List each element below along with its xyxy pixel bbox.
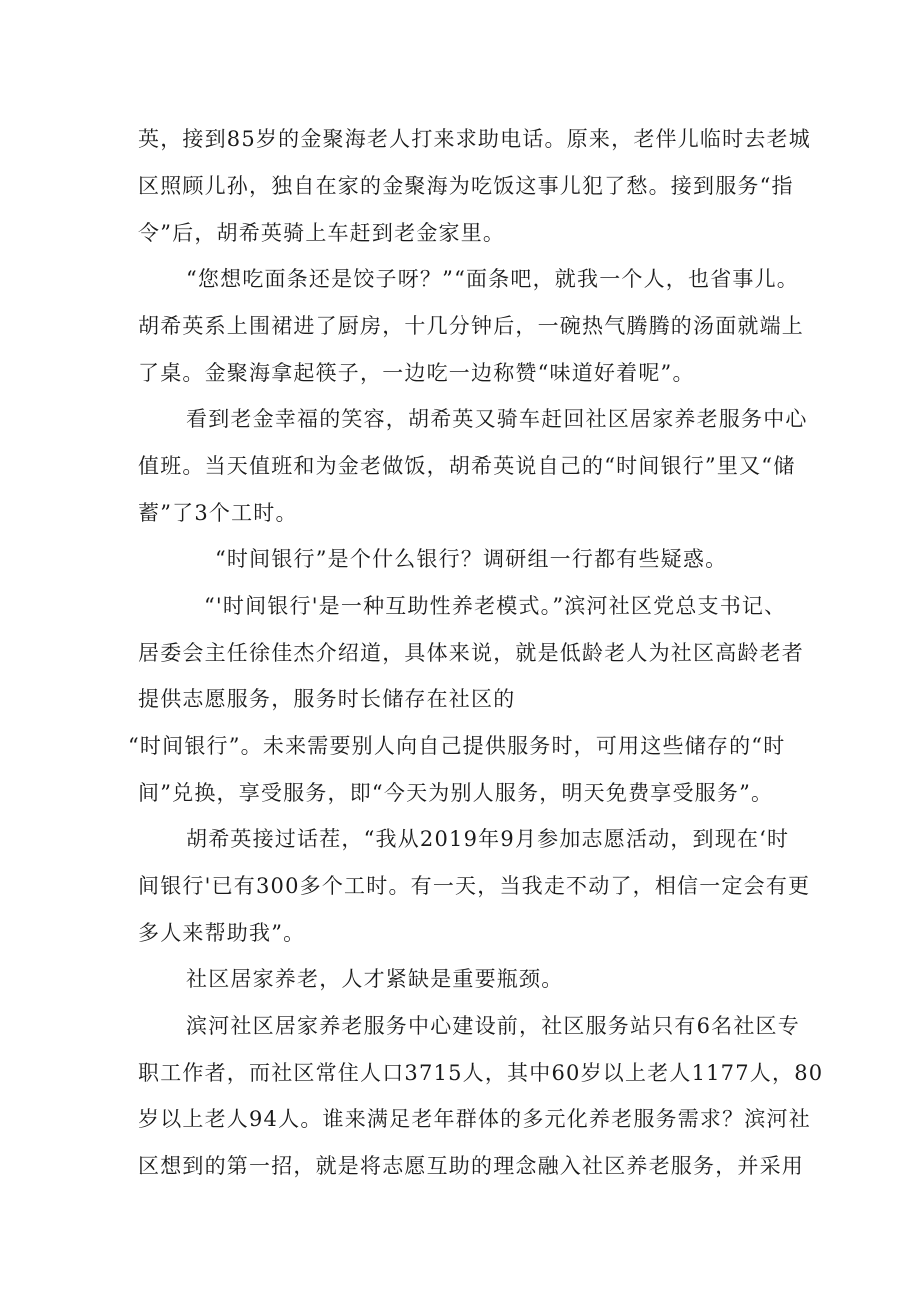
text-line: 英，接到85岁的金聚海老人打来求助电话。原来，老伴儿临时去老城 <box>138 127 811 151</box>
text-line: “时间银行”是个什么银行？调研组一行都有些疑惑。 <box>215 547 728 571</box>
text-line: 社区居家养老，人才紧缺是重要瓶颈。 <box>186 967 564 991</box>
text-line: 区照顾儿孙，独自在家的金聚海为吃饭这事儿犯了愁。接到服务“指 <box>138 174 794 198</box>
text-line: 看到老金幸福的笑容，胡希英又骑车赶回社区居家养老服务中心 <box>186 407 808 431</box>
text-line: 胡希英系上围裙进了厨房，十几分钟后，一碗热气腾腾的汤面就端上 <box>138 314 804 338</box>
text-line: 提供志愿服务，服务时长储存在社区的 <box>138 687 516 711</box>
text-line: 间”兑换，享受服务，即“今天为别人服务，明天免费享受服务”。 <box>138 781 774 805</box>
text-line: 了桌。金聚海拿起筷子，一边吃一边称赞“味道好着呢”。 <box>138 361 695 385</box>
text-line: 区想到的第一招，就是将志愿互助的理念融入社区养老服务，并采用 <box>138 1154 804 1178</box>
text-line: “时间银行”。未来需要别人向自己提供服务时，可用这些储存的“时 <box>128 734 786 758</box>
text-line: 间银行'已有300多个工时。有一天，当我走不动了，相信一定会有更 <box>138 874 811 898</box>
text-line: 职工作者，而社区常住人口3715人，其中60岁以上老人1177人，80 <box>138 1061 824 1085</box>
text-line: 居委会主任徐佳杰介绍道，具体来说，就是低龄老人为社区高龄老者 <box>138 641 804 665</box>
text-line: 胡希英接过话茬，“我从2019年9月参加志愿活动，到现在‘时 <box>186 827 790 851</box>
text-line: “您想吃面条还是饺子呀？”“面条吧，就我一个人，也省事儿。 <box>186 267 800 291</box>
text-line: 值班。当天值班和为金老做饭，胡希英说自己的“时间银行”里又“储 <box>138 454 796 478</box>
text-line: 多人来帮助我”。 <box>138 921 306 945</box>
text-line: 令”后，胡希英骑上车赶到老金家里。 <box>138 221 506 245</box>
text-line: 蓄”了3个工时。 <box>138 501 298 525</box>
text-line: 滨河社区居家养老服务中心建设前，社区服务站只有6名社区专 <box>186 1014 800 1038</box>
text-line: 岁以上老人94人。谁来满足老年群体的多元化养老服务需求？滨河社 <box>138 1107 811 1131</box>
text-line: “'时间银行'是一种互助性养老模式。”滨河社区党总支书记、 <box>204 594 787 618</box>
